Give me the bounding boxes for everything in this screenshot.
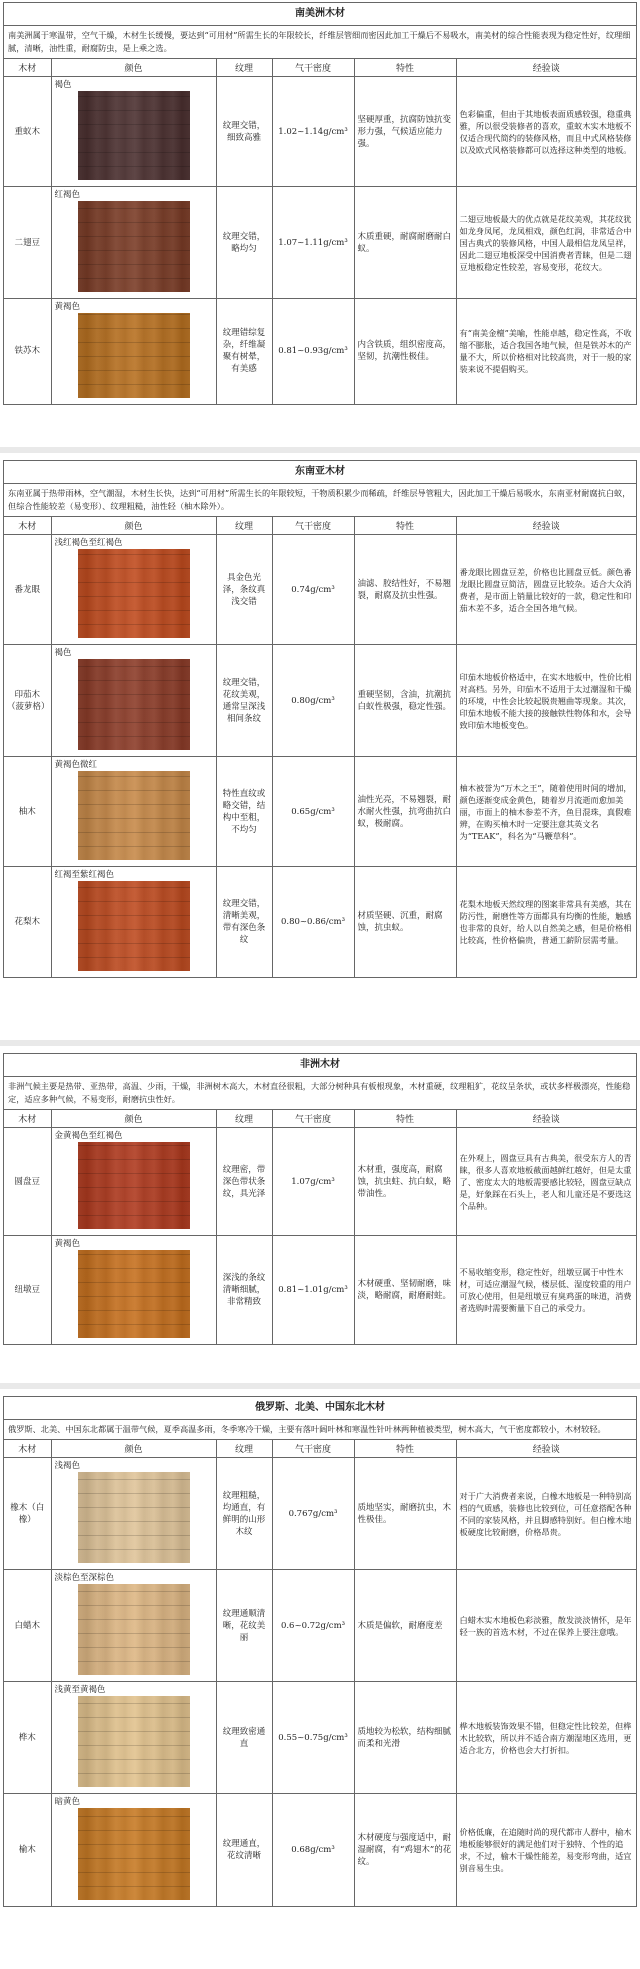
section-title: 南美洲木材 [4,3,636,26]
color-label: 红褐色 [54,190,81,200]
header-note: 经验谈 [456,1110,636,1128]
color-cell [51,1794,216,1906]
wood-name: 二翅豆 [4,187,51,299]
header-color: 颜色 [51,517,216,535]
color-label: 黄褐色微红 [54,760,98,770]
wood-table [4,1110,636,1344]
note-text: 白蜡木实木地板色彩淡雅，散发淡淡情怀，是年轻一族的首选木材，不过在保养上要注意哦。 [456,1570,636,1682]
feature-text: 坚硬厚重，抗腐防蚀抗变形力强，气候适应能力强。 [354,77,456,187]
note-text: 有“南美金檀”美喻，性能卓越，稳定性高，不收缩不膨胀，适合我国各地气候，但是铁苏木的产量不大，所以价格相对比较高贵，对于一般的家装来说不提倡购买。 [459,328,632,375]
table-header-row [4,1440,636,1458]
wood-sample-image [78,1584,190,1675]
texture-text: 纹理交错，花纹美观，通常呈深浅相间条纹 [216,645,272,757]
color-cell [51,1128,216,1236]
density-value: 1.07~1.11g/cm³ [272,187,354,299]
feature-text: 木材硬重、坚韧耐磨，味淡，略耐腐，耐磨耐蛀。 [354,1236,456,1344]
section-russia-north-america [3,1396,637,1907]
header-density: 气干密度 [272,517,354,535]
header-note: 经验谈 [456,59,636,77]
header-wood: 木材 [4,59,51,77]
density-value: 0.81~1.01g/cm³ [272,1236,354,1344]
wood-name: 花梨木 [4,867,51,977]
wood-sample-image [78,659,190,750]
density-value: 0.74g/cm³ [272,535,354,645]
wood-sample-image [78,1250,190,1338]
section-divider [0,1040,640,1046]
wood-name: 白蜡木 [4,1570,51,1682]
wood-sample-image [78,1696,190,1787]
feature-text: 油滤、胶结性好，不易翘裂，耐腐及抗虫性强。 [354,535,456,645]
section-description: 非洲气候主要是热带、亚热带，高温、少雨，干燥，非洲树木高大，木材直径很粗，大部分树种具有板根现象，木材重硬，纹理粗犷，花纹呈条状，或状多样极漂亮，性能稳定，适应多种气候，不易变形，耐磨抗虫性好。 [4,1077,636,1110]
note-text: 在外观上，圆盘豆具有古典美，很受东方人的青睐，很多人喜欢地板截面越鲜红越好，但是太重了、密度太大的地板需要感比较轻，圆盘豆缺点是，好象踩在石头上，老人和儿童还是不要选这个品种。 [456,1128,636,1236]
table-row [4,1236,636,1344]
header-texture: 纹理 [216,59,272,77]
section-southeast-asia [3,460,637,978]
wood-sample-image [78,881,190,971]
header-wood: 木材 [4,1440,51,1458]
table-row [4,299,636,404]
wood-sample-image [78,549,190,638]
wood-name: 橡木（白橡） [4,1458,51,1570]
feature-text: 木质是偏软，耐磨度差 [354,1570,456,1682]
section-description: 东南亚属于热带雨林，空气潮湿，木材生长快，达到“可用材”所需生长的年限较短，干物质积累少而稀疏，纤维层导管粗大，因此加工干燥后易吸水，东南亚材耐腐抗白蚁，但综合性能较差（易变形）、纹理粗糙，油性轻（柚木除外）。 [4,484,636,517]
note-text: 不易收缩变形，稳定性好，纽墩豆属于中性木材，可适应潮湿气候，楼层低、湿度较重的用户可放心使用，但是纽墩豆有臭鸡蛋的味道，消费者选购时需要衡量下自己的承受力。 [459,1266,632,1313]
note-text: 色彩偏重，但由于其地板表面质感较强，稳重典雅，所以很受装修者的喜欢，重蚁木实木地板不仅适合现代简约的装修风格，而且中式风格装修以及欧式风格装修都可以选择这种类型的地板。 [456,77,636,187]
feature-text: 质地坚实，耐磨抗虫，木性极佳。 [354,1458,456,1570]
section-description: 南美洲属于寒温带，空气干燥，木材生长缓慢，要达到“可用材”所需生长的年限较长，纤维层管细而密因此加工干燥后不易吸水，南美材的综合性能表现为稳定性好，纹理细腻，清晰，油性重，耐腐防虫，是上乘之选。 [4,26,636,59]
color-label: 褐色 [54,648,72,658]
color-cell [51,1236,216,1344]
table-row [4,77,636,187]
note-text: 花梨木地板天然纹理的图案非常具有美感，其在防污性，耐磨性等方面都具有均衡的性能，触感也非常的良好，给人以自然美之感，但是价格相比较高，性价格偏贵，普通工薪阶层需考量。 [459,898,632,945]
table-row [4,867,636,977]
color-label: 浅黄至黄褐色 [54,1685,106,1695]
texture-text: 纹理粗糙，均通直，有鲜明的山形木纹 [216,1458,272,1570]
color-cell [51,1570,216,1682]
feature-text: 木材重，强度高，耐腐蚀，抗虫蛀、抗白蚁，略带油性。 [354,1128,456,1236]
header-color: 颜色 [51,59,216,77]
density-value: 0.65g/cm³ [272,757,354,867]
section-title: 俄罗斯、北美、中国东北木材 [4,1397,636,1420]
section-description: 俄罗斯、北美、中国东北都属于温带气候，夏季高温多雨，冬季寒冷干燥，主要有落叶阔叶林和寒温性针叶林两种植被类型，树木高大，气干密度都较小，木材较轻。 [4,1420,636,1440]
section-africa [3,1053,637,1345]
texture-text: 纹理密，带深色带状条纹，具光泽 [216,1128,272,1236]
header-note: 经验谈 [456,1440,636,1458]
header-wood: 木材 [4,517,51,535]
texture-text: 纹理错综复杂，纤维凝聚有树晕，有美感 [216,299,272,404]
wood-name: 纽墩豆 [4,1236,51,1344]
note-text: 价格低廉，在追随时尚的现代都市人群中，榆木地板能够很好的满足他们对于独特、个性的追求，不过，榆木干燥性能差，易变形弯曲，适宜别音易生虫。 [459,1826,632,1873]
header-texture: 纹理 [216,1110,272,1128]
table-row [4,1794,636,1906]
wood-sample-image [78,1142,190,1229]
wood-name: 铁苏木 [4,299,51,404]
header-density: 气干密度 [272,1440,354,1458]
header-density: 气干密度 [272,1110,354,1128]
wood-name: 番龙眼 [4,535,51,645]
header-texture: 纹理 [216,517,272,535]
header-wood: 木材 [4,1110,51,1128]
section-divider [0,447,640,453]
texture-text: 纹理交错，细致高雅 [216,77,272,187]
section-south-america [3,2,637,405]
table-header-row [4,59,636,77]
table-row [4,1128,636,1236]
table-row [4,535,636,645]
color-label: 红褐至紫红褐色 [54,870,115,880]
note-text: 番龙眼比圆盘豆差，价格也比圆盘豆低。颜色番龙眼比圆盘豆简洁，圆盘豆比较杂。适合大众消费者，是市面上销量比较好的一款，稳定性和印茄木差不多，适合全国各地气候。 [456,535,636,645]
wood-name: 重蚁木 [4,77,51,187]
wood-sample-image [78,1808,190,1900]
header-feature: 特性 [354,59,456,77]
wood-sample-image [78,91,190,180]
header-feature: 特性 [354,1110,456,1128]
color-label: 浅红褐色至红褐色 [54,538,123,548]
wood-sample-image [78,201,190,292]
texture-text: 特性直纹或略交错，结构中至粗，不均匀 [216,757,272,867]
density-value: 0.81~0.93g/cm³ [272,299,354,404]
feature-text: 质地较为松软，结构细腻而柔和光滑 [354,1682,456,1794]
note-text: 桦木地板装饰效果不错，但稳定性比较差，但桦木比较软，所以并不适合南方潮湿地区选用，更适合北方，价格也会大打折扣。 [456,1682,636,1794]
header-feature: 特性 [354,517,456,535]
feature-text: 材质坚硬、沉重，耐腐蚀，抗虫蚁。 [354,867,456,977]
table-row [4,645,636,757]
section-title: 非洲木材 [4,1054,636,1077]
table-header-row [4,1110,636,1128]
feature-text: 油性光亮，不易翘裂，耐水耐火性强，抗弯曲抗白蚁，极耐腐。 [354,757,456,867]
wood-name: 桦木 [4,1682,51,1794]
color-label: 黄褐色 [54,302,81,312]
texture-text: 纹理交错，略均匀 [216,187,272,299]
color-cell [51,535,216,645]
wood-name: 圆盘豆 [4,1128,51,1236]
header-density: 气干密度 [272,59,354,77]
feature-text: 内含铁质，组织密度高，坚韧，抗潮性极佳。 [354,299,456,404]
color-label: 淡棕色至深棕色 [54,1573,115,1583]
color-cell [51,187,216,299]
wood-table [4,1440,636,1906]
header-texture: 纹理 [216,1440,272,1458]
density-value: 0.6~0.72g/cm³ [272,1570,354,1682]
texture-text: 纹理交错，清晰美观，带有深色条纹 [216,867,272,977]
feature-text: 木质重硬，耐腐耐磨耐白蚁。 [354,187,456,299]
wood-table [4,59,636,404]
wood-name: 榆木 [4,1794,51,1906]
density-value: 0.55~0.75g/cm³ [272,1682,354,1794]
texture-text: 深浅的条纹清晰细腻，非常精致 [216,1236,272,1344]
header-note: 经验谈 [456,517,636,535]
color-label: 黄褐色 [54,1239,81,1249]
density-value: 0.767g/cm³ [272,1458,354,1570]
header-feature: 特性 [354,1440,456,1458]
note-text: 二翅豆地板最大的优点就是花纹美观，其花纹犹如龙身凤尾，龙凤相戏，颜色红润，非常适合中国古典式的装修风格，中国人最相信龙凤呈祥，因此二翅豆地板深受中国消费者青睐，但是二翅豆地板稳定性较差，容易变形，花纹大。 [456,187,636,299]
color-label: 暗黄色 [54,1797,81,1807]
wood-name: 柚木 [4,757,51,867]
table-header-row [4,517,636,535]
header-color: 颜色 [51,1440,216,1458]
wood-sample-image [78,771,190,860]
texture-text: 纹理致密通直 [216,1682,272,1794]
density-value: 0.80g/cm³ [272,645,354,757]
color-cell [51,1458,216,1570]
texture-text: 纹理通顺清晰，花纹美丽 [216,1570,272,1682]
wood-sample-image [78,313,190,398]
table-row [4,187,636,299]
texture-text: 纹理通直，花纹清晰 [216,1794,272,1906]
color-cell [51,757,216,867]
density-value: 0.80~0.86/cm³ [272,867,354,977]
note-text: 柚木被誉为“万木之王”，随着使用时间的增加，颜色逐渐变成金黄色，随着岁月流逝而愈加美丽，市面上的柚木参差不齐，鱼目混珠，真假难辨，在购买柚木时一定要注意其英文名为“TEAK”，科名为“马鞭草科”。 [456,757,636,867]
color-label: 金黄褐色至红褐色 [54,1131,123,1141]
color-cell [51,645,216,757]
section-divider [0,1383,640,1389]
section-title: 东南亚木材 [4,461,636,484]
color-cell [51,867,216,977]
color-cell [51,1682,216,1794]
note-text: 对于广大消费者来说，白橡木地板是一种特别高档的气质感，装修也比较到位，可任意搭配各种不同的家装风格，并且脚感特别好。但白橡木地板硬度比较耐磨，价格昂贵。 [456,1458,636,1570]
wood-sample-image [78,1472,190,1563]
table-row [4,1570,636,1682]
table-row [4,1458,636,1570]
header-color: 颜色 [51,1110,216,1128]
table-row [4,757,636,867]
color-label: 褐色 [54,80,72,90]
feature-text: 木材硬度与强度适中，耐湿耐腐，有“鸡翅木”的花纹。 [354,1794,456,1906]
density-value: 0.68g/cm³ [272,1794,354,1906]
color-cell [51,299,216,404]
note-text: 印茄木地板价格适中，在实木地板中，性价比相对高档。另外，印茄木不适用于太过潮湿和干燥的环境，中性会比较起脱贵翘曲等现象。其次，印茄木地板不能大接的接触铁性物体和水，会导致印茄木地板变色。 [456,645,636,757]
density-value: 1.07g/cm³ [272,1128,354,1236]
wood-name: 印茄木（菠萝格） [4,645,51,757]
color-label: 浅褐色 [54,1461,81,1471]
wood-table [4,517,636,977]
density-value: 1.02~1.14g/cm³ [272,77,354,187]
color-cell [51,77,216,187]
feature-text: 重硬坚韧，含油，抗潮抗白蚁性极强，稳定性强。 [354,645,456,757]
table-row [4,1682,636,1794]
texture-text: 具金色光泽，条纹真浅交错 [216,535,272,645]
